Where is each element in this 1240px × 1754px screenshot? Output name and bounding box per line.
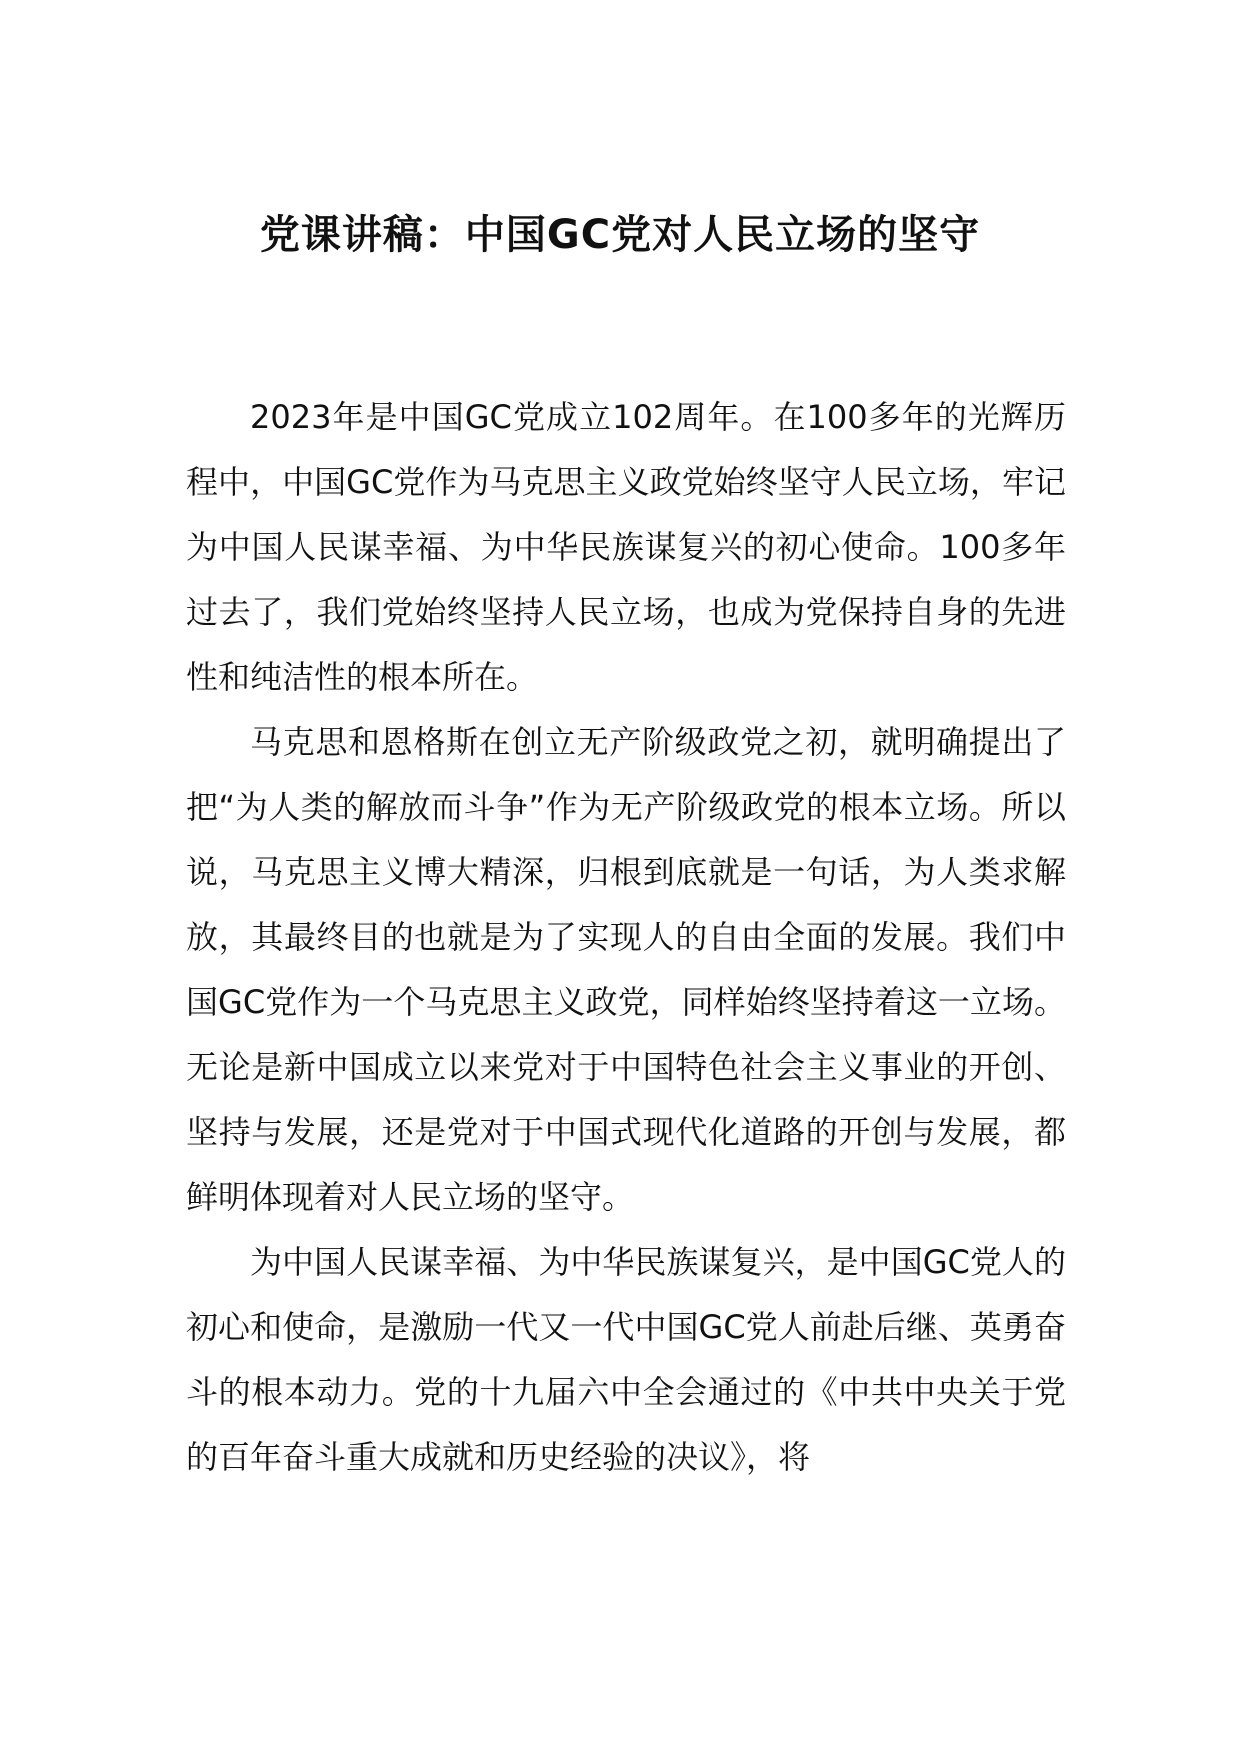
document-body bbox=[186, 385, 1066, 1490]
paragraph-1: 2023年是中国GC党成立102周年。在100多年的光辉历程中，中国GC党作为马克思主义政党始终坚守人民立场，牢记为中国人民谋幸福、为中华民族谋复兴的初心使命。100多年过去了，我们党始终坚持人民立场，也成为党保持自身的先进性和纯洁性的根本所在。 bbox=[186, 398, 1066, 696]
document-title: 党课讲稿：中国GC党对人民立场的坚守 bbox=[259, 212, 981, 258]
paragraph-2: 马克思和恩格斯在创立无产阶级政党之初，就明确提出了把“为人类的解放而斗争”作为无产阶级政党的根本立场。所以说，马克思主义博大精深，归根到底就是一句话，为人类求解放，其最终目的也就是为了实现人的自由全面的发展。我们中国GC党作为一个马克思主义政党，同样始终坚持着这一立场。无论是新中国成立以来党对于中国特色社会主义事业的开创、坚持与发展，还是党对于中国式现代化道路的开创与发展，都鲜明体现着对人民立场的坚守。 bbox=[186, 723, 1066, 1216]
paragraph-3: 为中国人民谋幸福、为中华民族谋复兴，是中国GC党人的初心和使命，是激励一代又一代中国GC党人前赴后继、英勇奋斗的根本动力。党的十九届六中全会通过的《中共中央关于党的百年奋斗重大成就和历史经验的决议》，将 bbox=[186, 1243, 1066, 1476]
